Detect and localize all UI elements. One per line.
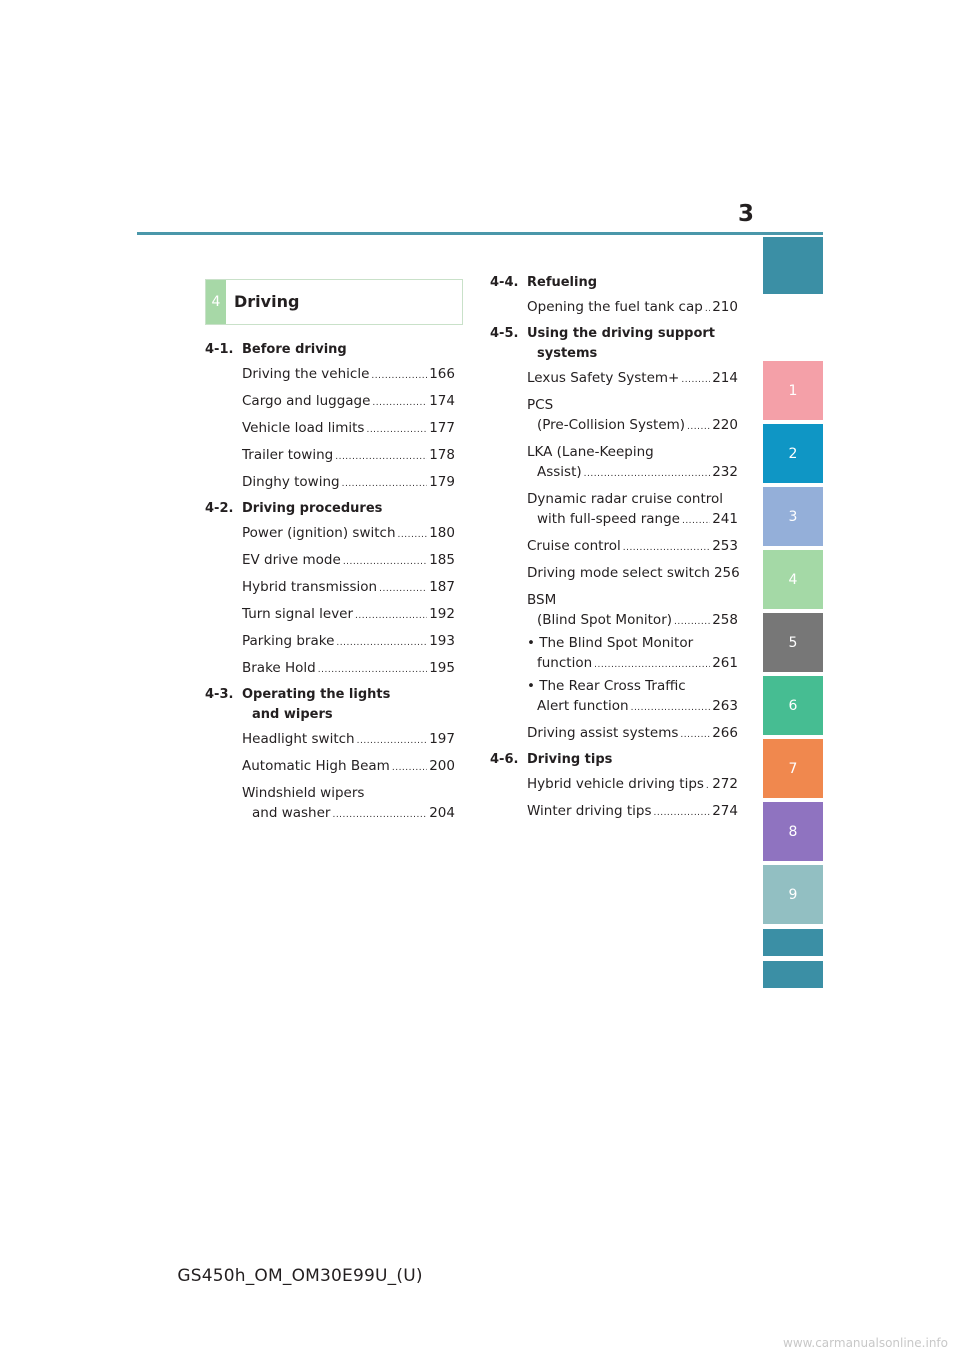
toc-group-title bbox=[527, 324, 738, 364]
chapter-tab-blank[interactable] bbox=[763, 961, 823, 988]
toc-entry-line bbox=[527, 462, 738, 484]
toc-entry-line bbox=[527, 442, 738, 462]
toc-entry[interactable] bbox=[527, 633, 738, 675]
toc-entry-text: Headlight switch bbox=[242, 731, 355, 747]
toc-group-title-line: systems bbox=[537, 346, 598, 361]
leader-dots bbox=[687, 417, 710, 437]
chapter-tab-blank[interactable] bbox=[763, 929, 823, 956]
chapter-tab-label: 9 bbox=[788, 886, 798, 903]
toc-group-title bbox=[242, 685, 455, 725]
toc-group bbox=[490, 273, 738, 319]
toc-group-number: 4-6. bbox=[490, 752, 519, 767]
toc-entry[interactable] bbox=[527, 774, 738, 796]
leader-dots bbox=[371, 366, 427, 386]
toc-page-number: 210 bbox=[712, 299, 738, 315]
toc-group-number: 4-1. bbox=[205, 342, 234, 357]
toc-entry-text: Hybrid vehicle driving tips bbox=[527, 776, 704, 792]
toc-entry-line bbox=[242, 604, 455, 626]
toc-entry[interactable] bbox=[527, 723, 738, 745]
toc-group-number: 4-2. bbox=[205, 501, 234, 516]
toc-entry-text: (Pre-Collision System) bbox=[537, 417, 686, 433]
toc-page-number: 179 bbox=[429, 474, 455, 490]
toc-entry-line bbox=[242, 472, 455, 494]
toc-entry[interactable] bbox=[527, 536, 738, 558]
toc-page-number: 253 bbox=[712, 538, 738, 554]
toc-entry[interactable] bbox=[242, 604, 455, 626]
toc-page-number: 193 bbox=[429, 633, 455, 649]
toc-entry[interactable] bbox=[242, 783, 455, 825]
leader-dots bbox=[372, 393, 427, 413]
leader-dots bbox=[357, 731, 428, 751]
toc-entry-text: • The Rear Cross Traffic bbox=[527, 678, 686, 694]
toc-page-number: 272 bbox=[712, 776, 738, 792]
toc-group bbox=[205, 340, 455, 494]
toc-entry-line bbox=[242, 803, 455, 825]
toc-entry[interactable] bbox=[242, 550, 455, 572]
toc-group bbox=[490, 324, 738, 745]
chapter-tab-label: 8 bbox=[788, 823, 798, 840]
toc-page-number: 197 bbox=[429, 731, 455, 747]
toc-page-number: 195 bbox=[429, 660, 455, 676]
toc-entry-line bbox=[527, 297, 738, 319]
toc-entry-line bbox=[527, 563, 738, 585]
toc-page-number: 263 bbox=[712, 698, 738, 714]
leader-dots bbox=[398, 525, 428, 545]
toc-page-number: 232 bbox=[712, 464, 738, 480]
leader-dots bbox=[674, 612, 710, 632]
leader-dots bbox=[336, 633, 427, 653]
leader-dots bbox=[682, 511, 710, 531]
toc-entry-line bbox=[527, 633, 738, 653]
chapter-tab-label: 4 bbox=[788, 571, 798, 588]
toc-entry-line bbox=[527, 774, 738, 796]
chapter-tab-label: 6 bbox=[788, 697, 798, 714]
toc-page-number: 266 bbox=[712, 725, 738, 741]
toc-entry-text: LKA (Lane-Keeping bbox=[527, 444, 654, 460]
toc-right-column bbox=[490, 273, 738, 828]
toc-group bbox=[205, 685, 455, 825]
leader-dots bbox=[335, 447, 427, 467]
toc-entry[interactable] bbox=[242, 364, 455, 386]
toc-entry-line bbox=[242, 631, 455, 653]
toc-entry-text: Dinghy towing bbox=[242, 474, 340, 490]
leader-dots bbox=[594, 655, 710, 675]
toc-group-title-line: Before driving bbox=[242, 342, 347, 357]
chapter-tab-label: 7 bbox=[788, 760, 798, 777]
chapter-tab-9[interactable] bbox=[763, 865, 823, 924]
leader-dots bbox=[392, 758, 427, 778]
toc-entry-text: and washer bbox=[252, 805, 331, 821]
toc-page-number: 241 bbox=[712, 511, 738, 527]
chapter-tab-8[interactable] bbox=[763, 802, 823, 861]
toc-entry[interactable] bbox=[242, 472, 455, 494]
leader-dots bbox=[379, 579, 427, 599]
toc-entry-text: Windshield wipers bbox=[242, 785, 365, 801]
toc-group-heading[interactable] bbox=[490, 273, 738, 293]
toc-group-title-line: and wipers bbox=[252, 707, 333, 722]
leader-dots bbox=[623, 538, 711, 558]
toc-entry[interactable] bbox=[527, 801, 738, 823]
toc-entry-text: Cargo and luggage bbox=[242, 393, 371, 409]
toc-group bbox=[490, 750, 738, 823]
leader-dots bbox=[681, 370, 710, 390]
toc-page-number: 200 bbox=[429, 758, 455, 774]
section-number: 4 bbox=[206, 280, 226, 324]
toc-left-column bbox=[205, 340, 455, 830]
toc-entry[interactable] bbox=[242, 577, 455, 599]
toc-group-number: 4-4. bbox=[490, 275, 519, 290]
toc-group-title bbox=[527, 750, 738, 770]
toc-entry-text: Vehicle load limits bbox=[242, 420, 365, 436]
toc-group-title bbox=[242, 340, 455, 360]
toc-entry-text: function bbox=[537, 655, 593, 671]
toc-entry-line bbox=[527, 653, 738, 675]
document-code: GS450h_OM_OM30E99U_(U) bbox=[177, 1266, 423, 1286]
toc-entry-line bbox=[242, 391, 455, 413]
leader-dots bbox=[680, 725, 710, 745]
toc-group-heading[interactable] bbox=[205, 499, 455, 519]
chapter-tab-label: 3 bbox=[788, 508, 798, 525]
toc-page-number: 261 bbox=[712, 655, 738, 671]
toc-entry-text: Winter driving tips bbox=[527, 803, 652, 819]
chapter-tab-label: 1 bbox=[788, 382, 798, 399]
chapter-tab-4[interactable] bbox=[763, 550, 823, 609]
toc-entry[interactable] bbox=[527, 489, 738, 531]
toc-entry-text: Driving assist systems bbox=[527, 725, 679, 741]
toc-entry-text: Turn signal lever bbox=[242, 606, 354, 622]
toc-entry-text: PCS bbox=[527, 397, 554, 413]
toc-group-heading[interactable] bbox=[205, 685, 455, 725]
toc-entry-line bbox=[242, 658, 455, 680]
toc-entry-line bbox=[527, 368, 738, 390]
toc-group-title-line: Operating the lights bbox=[242, 687, 391, 702]
toc-entry[interactable] bbox=[242, 391, 455, 413]
toc-entry-line bbox=[242, 418, 455, 440]
toc-page-number: 256 bbox=[713, 565, 740, 581]
toc-entry-line bbox=[242, 523, 455, 545]
toc-entry[interactable] bbox=[242, 756, 455, 778]
toc-entry-text: EV drive mode bbox=[242, 552, 341, 568]
toc-page-number: 258 bbox=[712, 612, 738, 628]
toc-entry-line bbox=[527, 801, 738, 823]
toc-entry-line bbox=[527, 395, 738, 415]
toc-group-title-line: Driving procedures bbox=[242, 501, 383, 516]
toc-entry-text: Lexus Safety System+ bbox=[527, 370, 680, 386]
toc-group-heading[interactable] bbox=[205, 340, 455, 360]
toc-entry-line bbox=[242, 550, 455, 572]
toc-group bbox=[205, 499, 455, 680]
toc-page-number: 220 bbox=[712, 417, 738, 433]
toc-page-number: 185 bbox=[429, 552, 455, 568]
toc-page-number: 204 bbox=[429, 805, 455, 821]
toc-entry[interactable] bbox=[242, 418, 455, 440]
toc-entry-line bbox=[527, 536, 738, 558]
leader-dots bbox=[706, 776, 710, 796]
toc-entry-text: BSM bbox=[527, 592, 557, 608]
toc-entry-line bbox=[527, 676, 738, 696]
toc-entry-line bbox=[527, 415, 738, 437]
toc-entry[interactable] bbox=[242, 729, 455, 751]
toc-entry-text: • The Blind Spot Monitor bbox=[527, 635, 694, 651]
toc-entry[interactable] bbox=[527, 590, 738, 632]
chapter-tab-blank[interactable] bbox=[763, 237, 823, 294]
toc-page-number: 274 bbox=[712, 803, 738, 819]
toc-entry-line bbox=[527, 489, 738, 509]
toc-entry[interactable] bbox=[527, 563, 738, 585]
toc-page-number: 214 bbox=[712, 370, 738, 386]
chapter-tab-2[interactable] bbox=[763, 424, 823, 483]
section-header bbox=[205, 279, 463, 325]
leader-dots bbox=[584, 464, 711, 484]
leader-dots bbox=[631, 698, 711, 718]
toc-entry-text: Cruise control bbox=[527, 538, 621, 554]
toc-entry[interactable] bbox=[527, 442, 738, 484]
toc-entry[interactable] bbox=[527, 368, 738, 390]
toc-group-title-line: Refueling bbox=[527, 275, 598, 290]
leader-dots bbox=[318, 660, 427, 680]
leader-dots bbox=[653, 803, 710, 823]
toc-entry-line bbox=[527, 723, 738, 745]
leader-dots bbox=[705, 299, 710, 319]
toc-page-number: 177 bbox=[429, 420, 455, 436]
leader-dots bbox=[366, 420, 427, 440]
toc-entry-line bbox=[527, 509, 738, 531]
leader-dots bbox=[332, 805, 427, 825]
leader-dots bbox=[343, 552, 427, 572]
header-rule bbox=[137, 232, 823, 235]
toc-page-number: 187 bbox=[429, 579, 455, 595]
chapter-tab-6[interactable] bbox=[763, 676, 823, 735]
toc-page-number: 178 bbox=[429, 447, 455, 463]
toc-entry[interactable] bbox=[242, 445, 455, 467]
toc-entry-line bbox=[527, 696, 738, 718]
toc-group-title bbox=[242, 499, 455, 519]
leader-dots bbox=[355, 606, 427, 626]
chapter-tab-5[interactable] bbox=[763, 613, 823, 672]
toc-entry-text: Trailer towing bbox=[242, 447, 334, 463]
toc-entry-text: Driving mode select switch bbox=[527, 565, 710, 581]
toc-entry-text: (Blind Spot Monitor) bbox=[537, 612, 673, 628]
toc-group-number: 4-3. bbox=[205, 687, 234, 702]
toc-page-number: 192 bbox=[429, 606, 455, 622]
toc-entry[interactable] bbox=[242, 658, 455, 680]
toc-entry-text: with full-speed range bbox=[537, 511, 680, 527]
toc-entry-line bbox=[242, 445, 455, 467]
toc-entry-line bbox=[242, 783, 455, 803]
toc-group-heading[interactable] bbox=[490, 324, 738, 364]
toc-entry-text: Parking brake bbox=[242, 633, 335, 649]
toc-entry[interactable] bbox=[527, 676, 738, 718]
toc-entry-text: Dynamic radar cruise control bbox=[527, 491, 724, 507]
toc-entry[interactable] bbox=[242, 631, 455, 653]
toc-entry-text: Assist) bbox=[537, 464, 582, 480]
chapter-tab-3[interactable] bbox=[763, 487, 823, 546]
toc-entry-line bbox=[242, 364, 455, 386]
toc-entry-text: Automatic High Beam bbox=[242, 758, 390, 774]
toc-entry-text: Power (ignition) switch bbox=[242, 525, 396, 541]
toc-entry-line bbox=[242, 729, 455, 751]
chapter-tab-label: 5 bbox=[788, 634, 798, 651]
toc-group-title-line: Using the driving support bbox=[527, 326, 715, 341]
toc-entry-line bbox=[527, 590, 738, 610]
toc-entry-text: Opening the fuel tank cap bbox=[527, 299, 703, 315]
leader-dots bbox=[342, 474, 428, 494]
page-number: 3 bbox=[738, 201, 755, 227]
toc-page-number: 180 bbox=[429, 525, 455, 541]
chapter-tab-label: 2 bbox=[788, 445, 798, 462]
toc-page-number: 174 bbox=[429, 393, 455, 409]
toc-entry-text: Brake Hold bbox=[242, 660, 316, 676]
watermark-site: www.carmanualsonline.info bbox=[783, 1336, 948, 1350]
toc-page-number: 166 bbox=[429, 366, 455, 382]
toc-group-title bbox=[527, 273, 738, 293]
chapter-tab-7[interactable] bbox=[763, 739, 823, 798]
toc-group-number: 4-5. bbox=[490, 326, 519, 341]
toc-entry-line bbox=[242, 577, 455, 599]
section-title: Driving bbox=[234, 292, 300, 311]
toc-entry-text: Driving the vehicle bbox=[242, 366, 370, 382]
toc-entry-line bbox=[242, 756, 455, 778]
toc-entry[interactable] bbox=[527, 395, 738, 437]
toc-entry[interactable] bbox=[527, 297, 738, 319]
toc-group-heading[interactable] bbox=[490, 750, 738, 770]
toc-entry-text: Hybrid transmission bbox=[242, 579, 378, 595]
toc-entry-text: Alert function bbox=[537, 698, 629, 714]
toc-entry[interactable] bbox=[242, 523, 455, 545]
toc-entry-line bbox=[527, 610, 738, 632]
toc-group-title-line: Driving tips bbox=[527, 752, 613, 767]
chapter-tab-1[interactable] bbox=[763, 361, 823, 420]
